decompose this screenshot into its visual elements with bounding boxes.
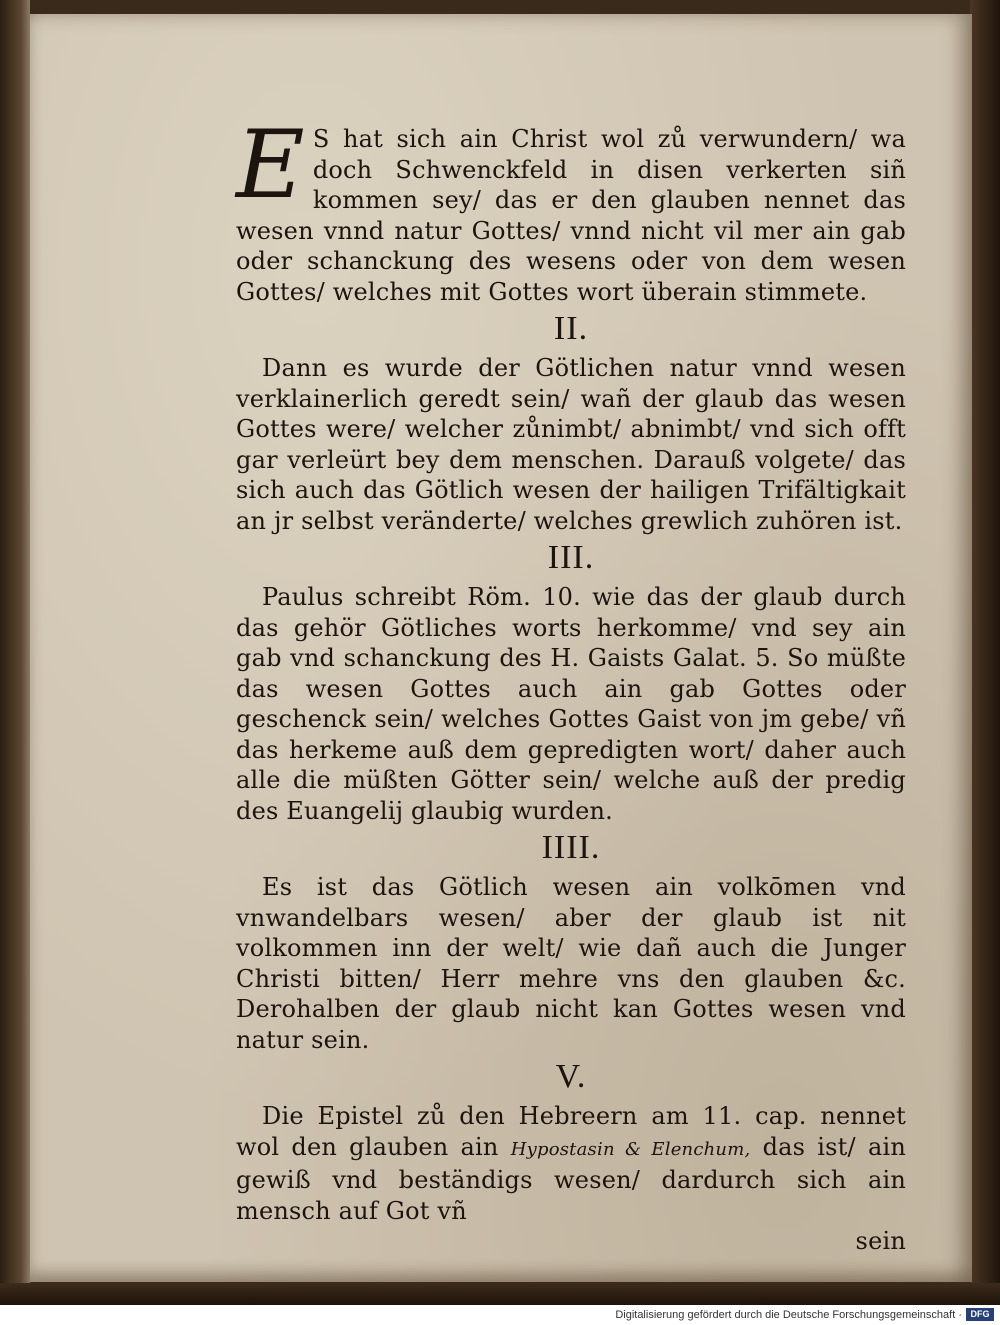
paragraph-2: Dann es wurde der Götlichen natur vnnd wesen verklainerlich geredt sein/ wañ der glaub das wesen Gottes were/ welcher zůnimbt/ abnimbt/ vnd sich offt gar verleürt bey dem menschen. Darauß volgete/ das sich auch das Götlich wesen der hailigen Trifältigkait an jr selbst veränderte/ welches grewlich zuhören ist. (236, 354, 906, 535)
section-numeral-2: II. (553, 310, 589, 347)
dfg-logo: DFG (966, 1308, 994, 1321)
paragraph-1 (236, 111, 906, 307)
book-bottom-edge (0, 1283, 1000, 1305)
paragraph-5 (236, 1101, 906, 1226)
paragraph-1-text: S hat sich ain Christ wol zů verwundern/ wa doch Schwenckfeld in disen verkerten siñ kommen sey/ das er den glauben nennet das wesen vnnd natur Gottes/ vnnd nicht vil mer ain gab oder schanckung des wesens oder von dem wesen Gottes/ welches mit Gottes wort überain stimmete. (236, 125, 906, 306)
section-numeral-4: IIII. (541, 829, 601, 866)
catchword-line (236, 1226, 906, 1257)
catchword: sein (855, 1227, 906, 1255)
book-left-edge (0, 0, 30, 1305)
text-block (236, 111, 906, 1257)
paragraph-5-latin-term: Hypostasin & Elenchum, (510, 1138, 751, 1160)
paragraph-4: Es ist das Götlich wesen ain volkōmen vnd vnwandelbars wesen/ aber der glaub ist nit volkommen inn der welt/ wie dañ auch die Junger Christi bitten/ Herr mehre vns den glauben &c. Derohalben der glaub nicht kan Gottes wesen vnd natur sein. (236, 873, 906, 1054)
book-right-edge (970, 0, 1000, 1305)
section-numeral-3: III. (547, 539, 595, 576)
section-numeral-5: V. (555, 1058, 587, 1095)
digitization-footer (0, 1305, 1000, 1325)
paragraph-3: Paulus schreibt Röm. 10. wie das der glaub durch das gehör Götliches worts herkomme/ vnd sey ain gab vnd schanckung des H. Gaists Galat. 5. So müßte das wesen Gottes auch ain gab Gottes oder geschenck sein/ welches Gottes Gaist von jm gebe/ vñ das herkeme auß dem gepredigten wort/ daher auch alle die müßten Götter sein/ welche auß der predig des Euangelij glaubig wurden. (236, 583, 906, 825)
paragraph-5-text-b: das ist/ ain gewiß vnd beständigs wesen/ dardurch sich ain mensch auf Got vñ (236, 1132, 906, 1225)
paper-page (30, 14, 972, 1282)
drop-cap-initial: E (236, 111, 305, 220)
paragraph-5-text-a: Die Epistel zů den Hebreern am 11. cap. nennet wol den glauben ain (236, 1102, 906, 1161)
funding-credit: Digitalisierung gefördert durch die Deutsche Forschungsgemeinschaft · (615, 1309, 962, 1321)
